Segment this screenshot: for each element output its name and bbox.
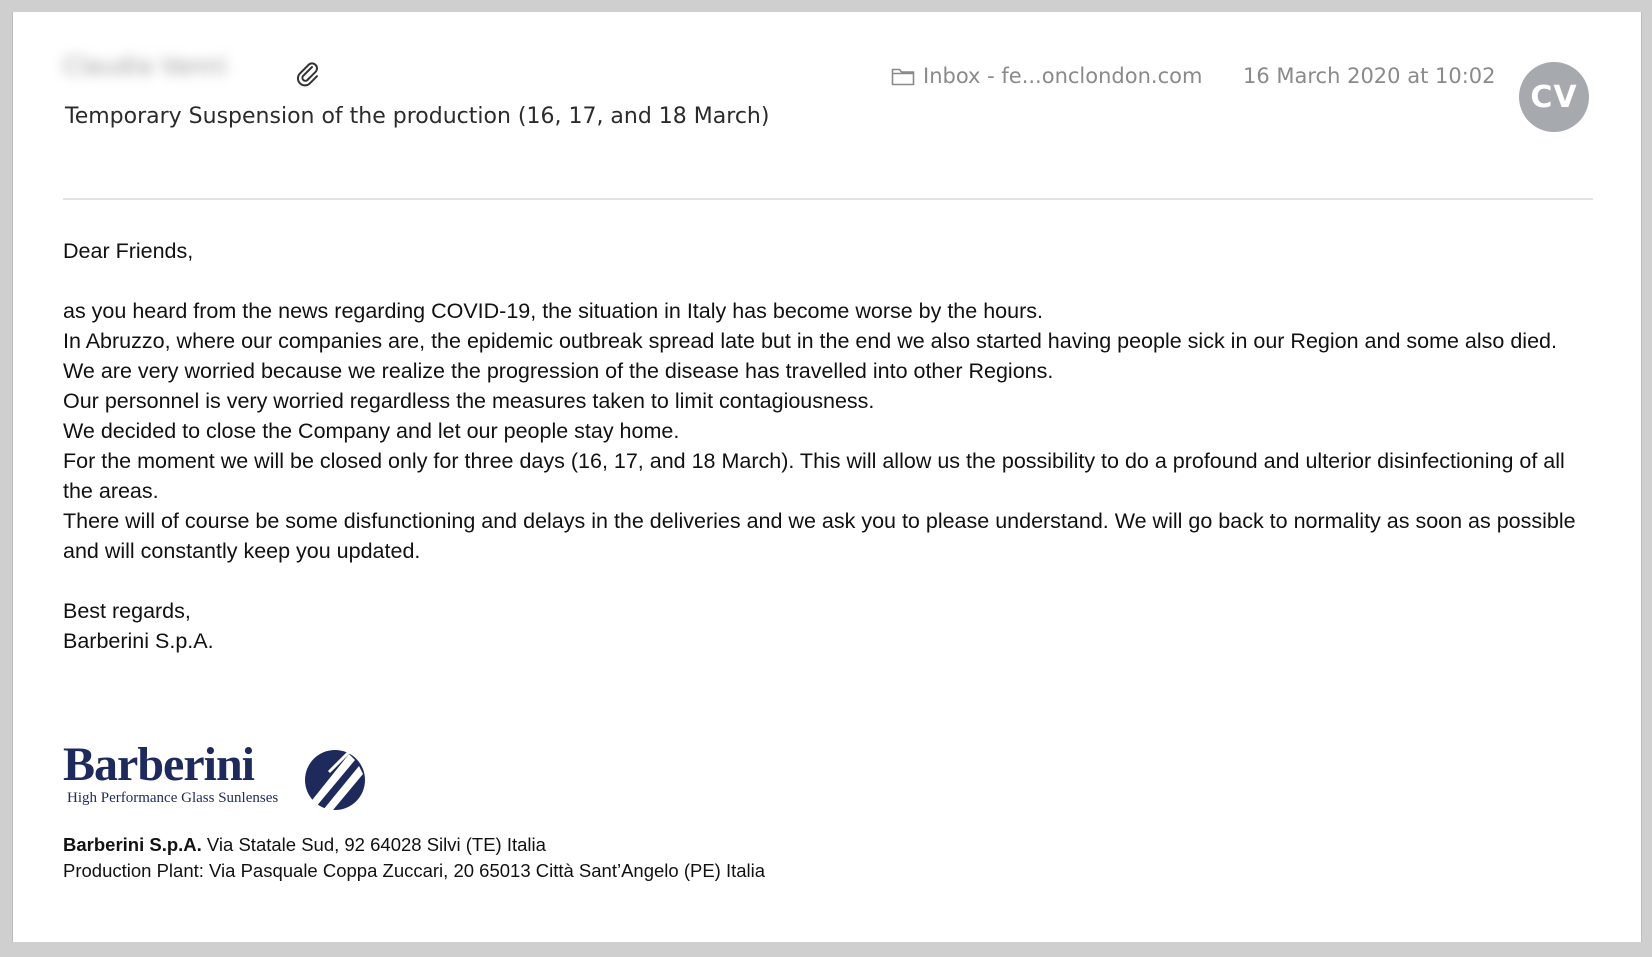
body-line: as you heard from the news regarding COVID-19, the situation in Italy has become worse by the hours.	[63, 299, 1043, 323]
body-line: In Abruzzo, where our companies are, the epidemic outbreak spread late but in the end we also started having people sick in our Region and some also died.	[63, 329, 1557, 353]
folder-label: Inbox - fe...onclondon.com	[923, 64, 1203, 88]
email-date: 16 March 2020 at 10:02	[1243, 64, 1496, 88]
header-divider	[63, 198, 1593, 200]
closing: Best regards,	[63, 599, 191, 623]
avatar-initials: CV	[1530, 79, 1578, 115]
footer-address: Via Statale Sud, 92 64028 Silvi (TE) Italia	[201, 834, 546, 855]
footer-address-line	[63, 832, 765, 858]
footer-company-name: Barberini S.p.A.	[63, 834, 202, 855]
body-line: We decided to close the Company and let our people stay home.	[63, 419, 680, 443]
footer-plant-line: Production Plant: Via Pasquale Coppa Zuccari, 20 65013 Città Sant’Angelo (PE) Italia	[63, 860, 766, 881]
body-line: Our personnel is very worried regardless the measures taken to limit contagiousness.	[63, 389, 875, 413]
greeting: Dear Friends,	[63, 239, 194, 263]
signature: Barberini S.p.A.	[63, 629, 214, 653]
body-line: There will of course be some disfunctioning and delays in the deliveries and we ask you to please understand. We will go back to normality as soon as possible and will constantly keep you updated.	[63, 509, 1576, 563]
email-subject: Temporary Suspension of the production (16, 17, and 18 March)	[65, 104, 770, 129]
sender-avatar	[1519, 62, 1589, 132]
paperclip-icon[interactable]	[295, 60, 321, 88]
logo-tagline: High Performance Glass Sunlenses	[67, 790, 279, 806]
body-line: For the moment we will be closed only for three days (16, 17, and 18 March). This will allow us the possibility to do a profound and ulterior disinfectioning of all the areas.	[63, 449, 1565, 503]
logo-emblem	[305, 750, 365, 810]
sender-name-blurred[interactable]: Claudia Vanni	[63, 52, 227, 80]
folder-icon	[891, 66, 915, 86]
logo-name: Barberini	[63, 740, 254, 791]
email-body	[63, 236, 1593, 656]
email-message-view	[12, 12, 1642, 942]
barberini-logo	[63, 740, 383, 810]
company-footer	[63, 832, 765, 884]
mailbox-folder[interactable]	[891, 64, 1202, 88]
body-line: We are very worried because we realize the progression of the disease has travelled into other Regions.	[63, 359, 1054, 383]
